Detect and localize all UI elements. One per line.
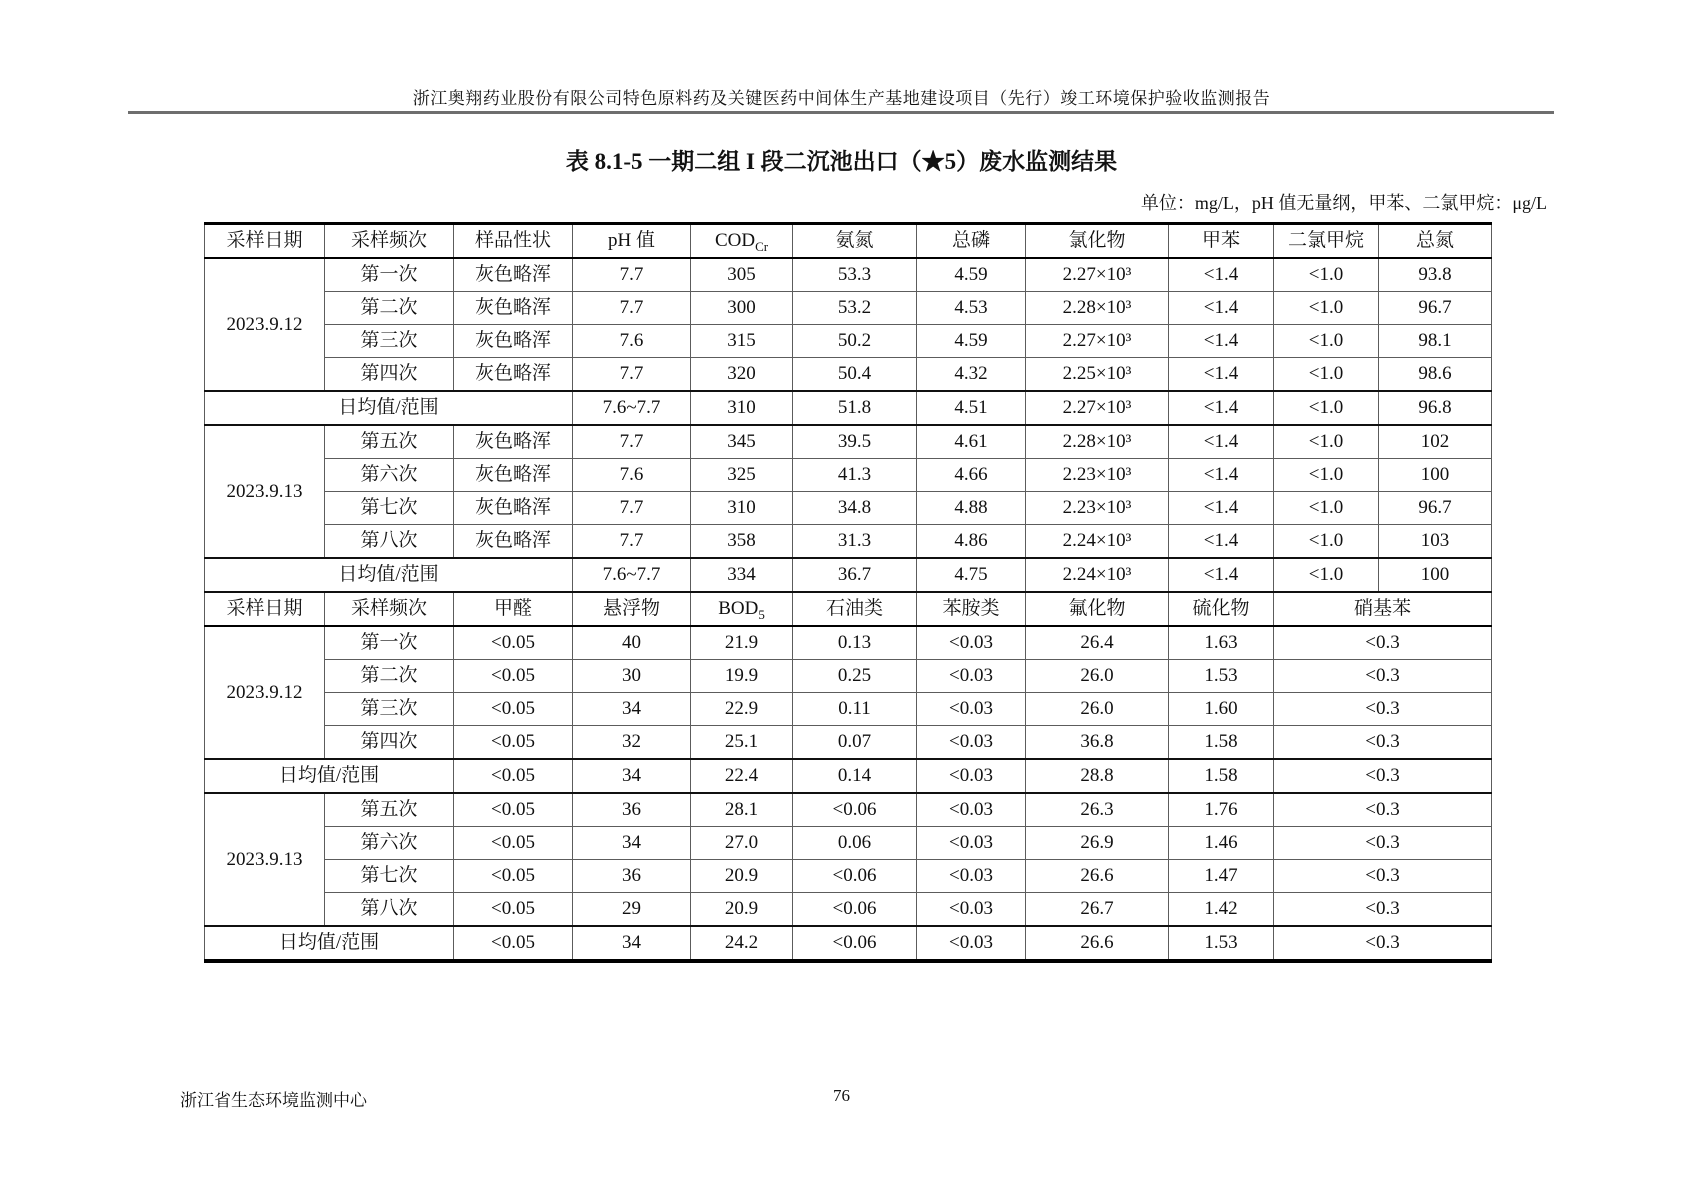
value-cell: 0.11: [793, 693, 917, 726]
col-header-frequency: 采样频次: [325, 224, 454, 259]
frequency-cell: 第三次: [325, 325, 454, 358]
value-cell: <0.03: [917, 860, 1026, 893]
frequency-cell: 第三次: [325, 693, 454, 726]
value-cell: <0.05: [454, 726, 573, 760]
value-cell: 96.7: [1379, 492, 1492, 525]
value-cell: 1.76: [1169, 793, 1274, 827]
value-cell: 7.6~7.7: [573, 391, 691, 425]
value-cell: 灰色略浑: [454, 325, 573, 358]
value-cell: 灰色略浑: [454, 292, 573, 325]
value-cell: 4.61: [917, 425, 1026, 459]
value-cell: 102: [1379, 425, 1492, 459]
value-cell: 4.51: [917, 391, 1026, 425]
value-cell: 34: [573, 827, 691, 860]
value-cell: 0.06: [793, 827, 917, 860]
value-cell: 310: [691, 492, 793, 525]
value-cell: <0.05: [454, 926, 573, 961]
value-cell: <0.03: [917, 793, 1026, 827]
value-cell: 2.28×10³: [1026, 425, 1169, 459]
value-cell: <1.4: [1169, 258, 1274, 292]
value-cell: 22.4: [691, 759, 793, 793]
col-header-frequency: 采样频次: [325, 592, 454, 626]
value-cell: 1.60: [1169, 693, 1274, 726]
value-cell: 0.25: [793, 660, 917, 693]
value-cell: <0.05: [454, 660, 573, 693]
value-cell: <1.4: [1169, 358, 1274, 392]
value-cell: <1.4: [1169, 558, 1274, 592]
value-cell: <0.06: [793, 860, 917, 893]
value-cell: 53.3: [793, 258, 917, 292]
table-row: [205, 258, 1492, 292]
table-row: [205, 726, 1492, 760]
avg-label-cell: 日均值/范围: [205, 926, 454, 961]
col-header-total-phosphorus: 总磷: [917, 224, 1026, 259]
value-cell: 305: [691, 258, 793, 292]
daily-average-row: [205, 391, 1492, 425]
value-cell: 98.1: [1379, 325, 1492, 358]
value-cell: 26.6: [1026, 860, 1169, 893]
date-cell: 2023.9.12: [205, 626, 325, 759]
value-cell: 315: [691, 325, 793, 358]
value-cell: <0.03: [917, 759, 1026, 793]
value-cell: 50.4: [793, 358, 917, 392]
value-cell: <0.3: [1274, 893, 1492, 927]
daily-average-row: [205, 558, 1492, 592]
col-header-sampling-date: 采样日期: [205, 224, 325, 259]
value-cell: 320: [691, 358, 793, 392]
table-row: [205, 325, 1492, 358]
value-cell: 31.3: [793, 525, 917, 559]
col-header-sulfide: 硫化物: [1169, 592, 1274, 626]
value-cell: <1.0: [1274, 525, 1379, 559]
value-cell: 2.23×10³: [1026, 492, 1169, 525]
value-cell: <0.06: [793, 793, 917, 827]
value-cell: 50.2: [793, 325, 917, 358]
table2-header-row: [205, 592, 1492, 626]
value-cell: 25.1: [691, 726, 793, 760]
value-cell: 26.9: [1026, 827, 1169, 860]
frequency-cell: 第八次: [325, 525, 454, 559]
table-row: [205, 860, 1492, 893]
value-cell: 26.6: [1026, 926, 1169, 961]
value-cell: 39.5: [793, 425, 917, 459]
value-cell: 4.75: [917, 558, 1026, 592]
value-cell: 1.58: [1169, 726, 1274, 760]
value-cell: <0.03: [917, 626, 1026, 660]
value-cell: 36: [573, 793, 691, 827]
value-cell: 325: [691, 459, 793, 492]
frequency-cell: 第六次: [325, 827, 454, 860]
value-cell: 98.6: [1379, 358, 1492, 392]
value-cell: 4.88: [917, 492, 1026, 525]
daily-average-row: [205, 759, 1492, 793]
value-cell: 26.4: [1026, 626, 1169, 660]
value-cell: 29: [573, 893, 691, 927]
col-header-sample-appearance: 样品性状: [454, 224, 573, 259]
col-header-formaldehyde: 甲醛: [454, 592, 573, 626]
value-cell: <0.03: [917, 726, 1026, 760]
value-cell: <0.3: [1274, 626, 1492, 660]
value-cell: 4.86: [917, 525, 1026, 559]
value-cell: 26.3: [1026, 793, 1169, 827]
value-cell: 1.53: [1169, 926, 1274, 961]
date-cell: 2023.9.12: [205, 258, 325, 391]
value-cell: 7.7: [573, 425, 691, 459]
value-cell: 7.7: [573, 258, 691, 292]
table-row: [205, 693, 1492, 726]
value-cell: 21.9: [691, 626, 793, 660]
value-cell: <0.05: [454, 693, 573, 726]
value-cell: <1.0: [1274, 425, 1379, 459]
value-cell: <1.0: [1274, 358, 1379, 392]
value-cell: <1.4: [1169, 492, 1274, 525]
cod-subscript: Cr: [755, 238, 769, 254]
value-cell: 7.7: [573, 358, 691, 392]
value-cell: <0.03: [917, 893, 1026, 927]
value-cell: 22.9: [691, 693, 793, 726]
value-cell: 2.27×10³: [1026, 391, 1169, 425]
table-row: [205, 893, 1492, 927]
value-cell: 51.8: [793, 391, 917, 425]
value-cell: <0.06: [793, 893, 917, 927]
value-cell: 2.24×10³: [1026, 558, 1169, 592]
value-cell: 32: [573, 726, 691, 760]
frequency-cell: 第七次: [325, 860, 454, 893]
frequency-cell: 第五次: [325, 425, 454, 459]
footer-organization: 浙江省生态环境监测中心: [180, 1091, 367, 1110]
value-cell: 26.0: [1026, 693, 1169, 726]
value-cell: 2.25×10³: [1026, 358, 1169, 392]
value-cell: <0.03: [917, 660, 1026, 693]
value-cell: 1.63: [1169, 626, 1274, 660]
value-cell: 2.27×10³: [1026, 325, 1169, 358]
value-cell: 358: [691, 525, 793, 559]
value-cell: 100: [1379, 459, 1492, 492]
value-cell: <1.0: [1274, 459, 1379, 492]
value-cell: 34: [573, 759, 691, 793]
monitoring-table-container: [204, 222, 1492, 963]
col-header-ammonia-nitrogen: 氨氮: [793, 224, 917, 259]
value-cell: 26.0: [1026, 660, 1169, 693]
value-cell: 36.8: [1026, 726, 1169, 760]
value-cell: 20.9: [691, 893, 793, 927]
value-cell: <1.4: [1169, 425, 1274, 459]
table-row: [205, 525, 1492, 559]
value-cell: 0.14: [793, 759, 917, 793]
value-cell: 灰色略浑: [454, 459, 573, 492]
value-cell: 7.7: [573, 292, 691, 325]
value-cell: 灰色略浑: [454, 258, 573, 292]
value-cell: 1.53: [1169, 660, 1274, 693]
value-cell: 7.7: [573, 525, 691, 559]
table-title: 表 8.1-5 一期二组 I 段二沉池出口（★5）废水监测结果: [565, 149, 1118, 174]
col-header-nitrobenzene: 硝基苯: [1274, 592, 1492, 626]
header-divider: [128, 111, 1554, 114]
value-cell: 345: [691, 425, 793, 459]
value-cell: 0.13: [793, 626, 917, 660]
value-cell: 1.42: [1169, 893, 1274, 927]
date-cell: 2023.9.13: [205, 425, 325, 558]
value-cell: <1.4: [1169, 459, 1274, 492]
value-cell: 7.6: [573, 325, 691, 358]
value-cell: 96.8: [1379, 391, 1492, 425]
value-cell: <1.0: [1274, 292, 1379, 325]
value-cell: 36: [573, 860, 691, 893]
value-cell: 53.2: [793, 292, 917, 325]
value-cell: <0.05: [454, 793, 573, 827]
value-cell: <1.4: [1169, 292, 1274, 325]
col-header-fluoride: 氟化物: [1026, 592, 1169, 626]
monitoring-table: [204, 222, 1492, 963]
col-header-aniline: 苯胺类: [917, 592, 1026, 626]
value-cell: 1.47: [1169, 860, 1274, 893]
value-cell: <1.4: [1169, 525, 1274, 559]
value-cell: <1.4: [1169, 325, 1274, 358]
value-cell: 30: [573, 660, 691, 693]
value-cell: 36.7: [793, 558, 917, 592]
frequency-cell: 第一次: [325, 258, 454, 292]
value-cell: <0.3: [1274, 660, 1492, 693]
value-cell: 7.6: [573, 459, 691, 492]
table-row: [205, 660, 1492, 693]
table-row: [205, 292, 1492, 325]
col-header-total-nitrogen: 总氮: [1379, 224, 1492, 259]
frequency-cell: 第二次: [325, 292, 454, 325]
value-cell: 2.24×10³: [1026, 525, 1169, 559]
value-cell: <1.0: [1274, 258, 1379, 292]
daily-average-row: [205, 926, 1492, 961]
avg-label-cell: 日均值/范围: [205, 759, 454, 793]
frequency-cell: 第一次: [325, 626, 454, 660]
col-header-ph: pH 值: [573, 224, 691, 259]
value-cell: <1.0: [1274, 492, 1379, 525]
value-cell: 4.32: [917, 358, 1026, 392]
value-cell: <1.0: [1274, 558, 1379, 592]
value-cell: <0.3: [1274, 827, 1492, 860]
value-cell: 93.8: [1379, 258, 1492, 292]
value-cell: 0.07: [793, 726, 917, 760]
value-cell: <0.3: [1274, 860, 1492, 893]
value-cell: <0.05: [454, 893, 573, 927]
frequency-cell: 第六次: [325, 459, 454, 492]
table-row: [205, 459, 1492, 492]
value-cell: 2.27×10³: [1026, 258, 1169, 292]
value-cell: <1.0: [1274, 391, 1379, 425]
page-number: 76: [833, 1086, 850, 1105]
value-cell: 103: [1379, 525, 1492, 559]
value-cell: 26.7: [1026, 893, 1169, 927]
value-cell: 4.59: [917, 325, 1026, 358]
value-cell: <0.05: [454, 759, 573, 793]
col-header-toluene: 甲苯: [1169, 224, 1274, 259]
date-cell: 2023.9.13: [205, 793, 325, 926]
value-cell: <0.3: [1274, 726, 1492, 760]
value-cell: <0.3: [1274, 693, 1492, 726]
avg-label-cell: 日均值/范围: [205, 558, 573, 592]
value-cell: 4.66: [917, 459, 1026, 492]
table-row: [205, 626, 1492, 660]
value-cell: 7.7: [573, 492, 691, 525]
bod-subscript: 5: [758, 606, 765, 622]
cod-label: COD: [714, 230, 756, 251]
value-cell: 灰色略浑: [454, 358, 573, 392]
value-cell: 334: [691, 558, 793, 592]
value-cell: 1.58: [1169, 759, 1274, 793]
frequency-cell: 第四次: [325, 726, 454, 760]
col-header-petroleum: 石油类: [793, 592, 917, 626]
value-cell: 24.2: [691, 926, 793, 961]
value-cell: 2.28×10³: [1026, 292, 1169, 325]
col-header-cod: [691, 224, 793, 259]
value-cell: <0.03: [917, 926, 1026, 961]
value-cell: 4.53: [917, 292, 1026, 325]
value-cell: 28.8: [1026, 759, 1169, 793]
col-header-sampling-date: 采样日期: [205, 592, 325, 626]
value-cell: <0.05: [454, 626, 573, 660]
value-cell: 41.3: [793, 459, 917, 492]
unit-note: 单位：mg/L，pH 值无量纲，甲苯、二氯甲烷：μg/L: [1140, 193, 1547, 213]
col-header-suspended-solids: 悬浮物: [573, 592, 691, 626]
frequency-cell: 第八次: [325, 893, 454, 927]
value-cell: 28.1: [691, 793, 793, 827]
value-cell: 96.7: [1379, 292, 1492, 325]
frequency-cell: 第二次: [325, 660, 454, 693]
frequency-cell: 第五次: [325, 793, 454, 827]
value-cell: 34.8: [793, 492, 917, 525]
value-cell: 34: [573, 926, 691, 961]
value-cell: 300: [691, 292, 793, 325]
value-cell: 34: [573, 693, 691, 726]
frequency-cell: 第七次: [325, 492, 454, 525]
table-row: [205, 827, 1492, 860]
value-cell: 100: [1379, 558, 1492, 592]
avg-label-cell: 日均值/范围: [205, 391, 573, 425]
table1-header-row: [205, 224, 1492, 259]
value-cell: 20.9: [691, 860, 793, 893]
bod-label: BOD: [718, 598, 759, 619]
table-row: [205, 425, 1492, 459]
col-header-chloride: 氯化物: [1026, 224, 1169, 259]
value-cell: 7.6~7.7: [573, 558, 691, 592]
table-row: [205, 793, 1492, 827]
value-cell: 40: [573, 626, 691, 660]
col-header-bod5: [691, 592, 793, 626]
value-cell: <0.05: [454, 860, 573, 893]
document-header: 浙江奥翔药业股份有限公司特色原料药及关键医药中间体生产基地建设项目（先行）竣工环境保护验收监测报告: [412, 89, 1271, 108]
value-cell: 27.0: [691, 827, 793, 860]
value-cell: 310: [691, 391, 793, 425]
value-cell: <0.3: [1274, 926, 1492, 961]
table-row: [205, 358, 1492, 392]
value-cell: <0.06: [793, 926, 917, 961]
value-cell: 4.59: [917, 258, 1026, 292]
value-cell: <0.05: [454, 827, 573, 860]
value-cell: 19.9: [691, 660, 793, 693]
value-cell: <0.03: [917, 827, 1026, 860]
col-header-dichloromethane: 二氯甲烷: [1274, 224, 1379, 259]
value-cell: 灰色略浑: [454, 425, 573, 459]
value-cell: <1.4: [1169, 391, 1274, 425]
table-row: [205, 492, 1492, 525]
value-cell: 灰色略浑: [454, 492, 573, 525]
value-cell: <1.0: [1274, 325, 1379, 358]
value-cell: <0.03: [917, 693, 1026, 726]
value-cell: <0.3: [1274, 793, 1492, 827]
value-cell: <0.3: [1274, 759, 1492, 793]
frequency-cell: 第四次: [325, 358, 454, 392]
value-cell: 2.23×10³: [1026, 459, 1169, 492]
value-cell: 1.46: [1169, 827, 1274, 860]
value-cell: 灰色略浑: [454, 525, 573, 559]
